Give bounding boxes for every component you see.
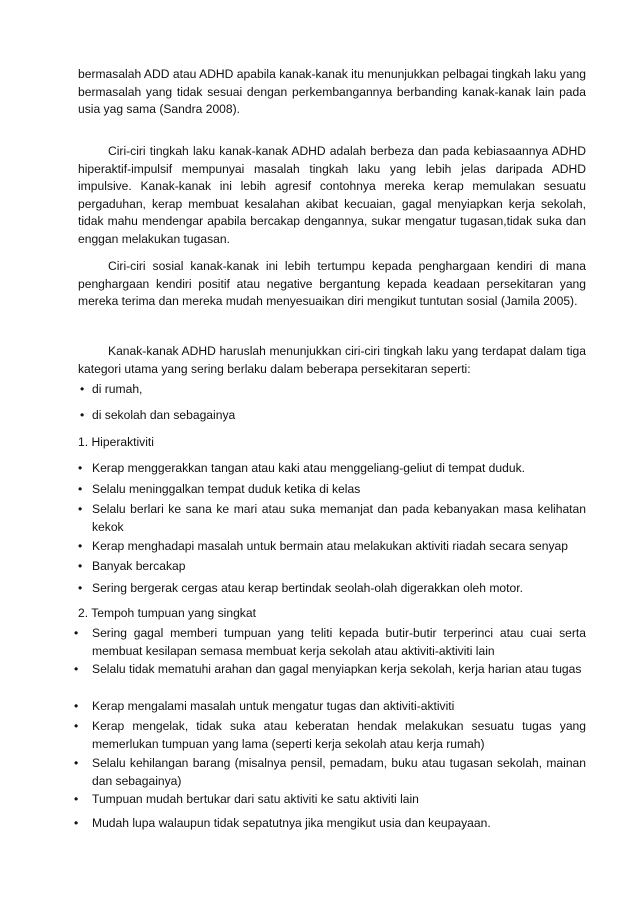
list-item-text: Kerap menghadapi masalah untuk bermain atau melakukan aktiviti riadah secara senyap	[92, 539, 568, 553]
bullet-icon: •	[74, 699, 79, 713]
paragraph-1: bermasalah ADD atau ADHD apabila kanak-kanak itu menunjukkan pelbagai tingkah laku yang bermasalah yang tidak sesuai dengan perkembangannya berbanding kanak-kanak lain pada usia yag sama (Sandra 2008).	[78, 67, 586, 116]
bullet-icon: •	[74, 662, 79, 676]
list-item	[74, 625, 586, 660]
section-1-heading: 1. Hiperaktiviti	[78, 435, 154, 449]
list-item-text: Sering gagal memberi tumpuan yang teliti kepada butir-butir terperinci atau cuai serta membuat kesilapan semasa membuat kerja sekolah atau aktiviti-aktiviti lain	[92, 626, 586, 658]
list-item-text: Selalu berlari ke sana ke mari atau suka memanjat dan pada kebanyakan masa kelihatan kekok	[92, 502, 586, 534]
list-item-text: Sering bergerak cergas atau kerap bertindak seolah-olah digerakkan oleh motor.	[92, 581, 523, 595]
bullet-icon: •	[78, 559, 83, 573]
bullet-icon: •	[78, 482, 83, 496]
list-item	[74, 755, 586, 790]
bullet-icon: •	[74, 816, 79, 830]
setting-item	[78, 381, 586, 399]
list-item	[74, 661, 586, 679]
list-item	[78, 538, 586, 556]
bullet-icon: •	[80, 408, 85, 422]
list-item-text: Mudah lupa walaupun tidak sepatutnya jika mengikut usia dan keupayaan.	[92, 816, 491, 830]
list-item-text: Kerap mengelak, tidak suka atau keberatan hendak melakukan sesuatu tugas yang memerlukan tumpuan yang lama (seperti kerja sekolah atau kerja rumah)	[92, 719, 586, 751]
list-item-text: Tumpuan mudah bertukar dari satu aktiviti ke satu aktiviti lain	[92, 792, 419, 806]
section-2-heading: 2. Tempoh tumpuan yang singkat	[78, 606, 256, 620]
bullet-icon: •	[78, 581, 83, 595]
bullet-icon: •	[74, 792, 79, 806]
list-item-text: Selalu meninggalkan tempat duduk ketika di kelas	[92, 482, 361, 496]
list-item-text: Banyak bercakap	[92, 559, 186, 573]
list-item	[74, 718, 586, 753]
list-item	[78, 460, 586, 478]
list-item	[78, 580, 586, 598]
bullet-icon: •	[78, 539, 83, 553]
list-item-text: Selalu tidak mematuhi arahan dan gagal menyiapkan kerja sekolah, kerja harian atau tugas	[92, 662, 582, 676]
bullet-icon: •	[80, 382, 85, 396]
list-item-text: Kerap mengalami masalah untuk mengatur tugas dan aktiviti-aktiviti	[92, 699, 455, 713]
list-item	[78, 481, 586, 499]
bullet-icon: •	[74, 626, 79, 640]
list-item	[74, 791, 586, 809]
setting-item-text: di sekolah dan sebagainya	[92, 408, 236, 422]
setting-item-text: di rumah,	[92, 382, 143, 396]
list-item-text: Selalu kehilangan barang (misalnya pensil, pemadam, buku atau tugasan sekolah, mainan dan sebagainya)	[92, 756, 586, 788]
paragraph-3: Ciri-ciri sosial kanak-kanak ini lebih tertumpu kepada penghargaan kendiri di mana penghargaan kendiri positif atau negative bergantung kepada keadaan persekitaran yang mereka terima dan mereka mudah menyesuaikan diri mengikut tuntutan sosial (Jamila 2005).	[78, 259, 586, 308]
list-item	[74, 698, 586, 716]
paragraph-2: Ciri-ciri tingkah laku kanak-kanak ADHD adalah berbeza dan pada kebiasaannya ADHD hiperaktif-impulsif mempunyai masalah tingkah laku yang lebih jelas daripada ADHD impulsive. Kanak-kanak ini lebih agresif contohnya mereka kerap memulakan sesuatu pergaduhan, kerap membuat kesalahan akibat kecuaian, gagal menyiapkan kerja sekolah, tidak mahu mendengar apabila bercakap dengannya, sukar mengatur tugasan,tidak suka dan enggan melakukan tugasan.	[78, 144, 586, 246]
list-item	[78, 558, 586, 576]
list-item	[74, 815, 586, 833]
list-item	[78, 501, 586, 536]
bullet-icon: •	[78, 502, 83, 516]
setting-item	[78, 407, 586, 425]
list-item-text: Kerap menggerakkan tangan atau kaki atau menggeliang-geliut di tempat duduk.	[92, 461, 525, 475]
paragraph-4: Kanak-kanak ADHD haruslah menunjukkan ciri-ciri tingkah laku yang terdapat dalam tiga kategori utama yang sering berlaku dalam beberapa persekitaran seperti:	[78, 344, 586, 376]
bullet-icon: •	[78, 461, 83, 475]
bullet-icon: •	[74, 756, 79, 770]
bullet-icon: •	[74, 719, 79, 733]
